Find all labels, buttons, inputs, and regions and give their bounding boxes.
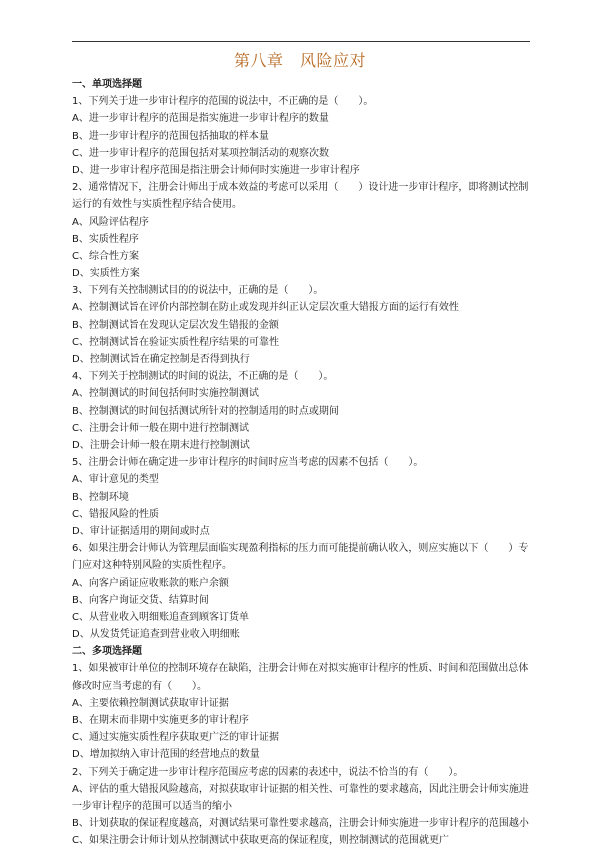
question-stem: 5、注册会计师在确定进一步审计程序的时间时应当考虑的因素不包括（ ）。 — [72, 457, 424, 469]
option: A、主要依赖控制测试获取审计证据 — [72, 697, 229, 709]
chapter-title: 第八章 风险应对 — [233, 51, 366, 70]
question-stem: 3、下列有关控制测试目的的说法中，正确的是（ ）。 — [72, 285, 324, 297]
option: A、向客户函证应收账款的账户余额 — [72, 577, 229, 589]
option: C、进一步审计程序的范围包括对某项控制活动的观察次数 — [72, 147, 329, 159]
section-heading: 二、多项选择题 — [72, 646, 142, 658]
question-stem: 1、下列关于进一步审计程序的范围的说法中，不正确的是（ ）。 — [72, 96, 374, 108]
option: C、通过实施实质性程序获取更广泛的审计证据 — [72, 732, 279, 744]
option: C、控制测试旨在验证实质性程序结果的可靠性 — [72, 336, 279, 348]
option: C、错报风险的性质 — [72, 508, 159, 520]
header-rule — [72, 41, 530, 42]
option: D、审计证据适用的期间或时点 — [72, 525, 210, 537]
option: B、在期末而非期中实施更多的审计程序 — [72, 715, 249, 727]
option: D、从发货凭证追查到营业收入明细账 — [72, 629, 240, 641]
option: B、控制测试的时间包括测试所针对的控制适用的时点或期间 — [72, 405, 339, 417]
question-content — [72, 76, 534, 850]
option: B、实质性程序 — [72, 233, 139, 245]
option: C、如果注册会计师计划从控制测试中获取更高的保证程度，则控制测试的范围就更广 — [72, 835, 449, 847]
option: D、增加拟纳入审计范围的经营地点的数量 — [72, 749, 260, 761]
question-stem: 6、如果注册会计师认为管理层面临实现盈利指标的压力而可能提前确认收入，则应实施以下（ ）专门应对这种特别风险的实质性程序。 — [72, 543, 529, 572]
section-heading: 一、单项选择题 — [72, 79, 142, 90]
option: A、审计意见的类型 — [72, 474, 159, 486]
option: A、进一步审计程序的范围是指实施进一步审计程序的数量 — [72, 113, 329, 125]
option: B、向客户询证交货、结算时间 — [72, 594, 209, 606]
option: B、控制环境 — [72, 491, 129, 503]
option: A、控制测试旨在评价内部控制在防止或发现并纠正认定层次重大错报方面的运行有效性 — [72, 302, 459, 314]
question-stem: 2、下列关于确定进一步审计程序范围应考虑的因素的表述中，说法不恰当的有（ ）。 — [72, 766, 464, 778]
option: B、进一步审计程序的范围包括抽取的样本量 — [72, 130, 269, 142]
option: D、控制测试旨在确定控制是否得到执行 — [72, 354, 250, 366]
option: A、控制测试的时间包括何时实施控制测试 — [72, 388, 259, 400]
option: D、进一步审计程序范围是指注册会计师何时实施进一步审计程序 — [72, 164, 360, 176]
option: C、从营业收入明细账追查到顾客订货单 — [72, 611, 249, 623]
option: C、注册会计师一般在期中进行控制测试 — [72, 422, 249, 434]
option: C、综合性方案 — [72, 250, 139, 262]
question-stem: 4、下列关于控制测试的时间的说法，不正确的是（ ）。 — [72, 371, 334, 383]
option: B、计划获取的保证程度越高，对测试结果可靠性要求越高，注册会计师实施进一步审计程序的范围越小 — [72, 818, 529, 830]
option: A、风险评估程序 — [72, 216, 149, 228]
option: A、评估的重大错报风险越高，对拟获取审计证据的相关性、可靠性的要求越高，因此注册会计师实施进一步审计程序的范围可以适当的缩小 — [72, 783, 529, 812]
option: D、实质性方案 — [72, 268, 140, 280]
question-stem: 1、如果被审计单位的控制环境存在缺陷，注册会计师在对拟实施审计程序的性质、时间和范围做出总体修改时应当考虑的有（ ）。 — [72, 663, 529, 692]
option: D、注册会计师一般在期末进行控制测试 — [72, 439, 250, 451]
question-stem: 2、通常情况下，注册会计师出于成本效益的考虑可以采用（ ）设计进一步审计程序，即将测试控制运行的有效性与实质性程序结合使用。 — [72, 182, 529, 211]
option: B、控制测试旨在发现认定层次发生错报的金额 — [72, 319, 279, 331]
